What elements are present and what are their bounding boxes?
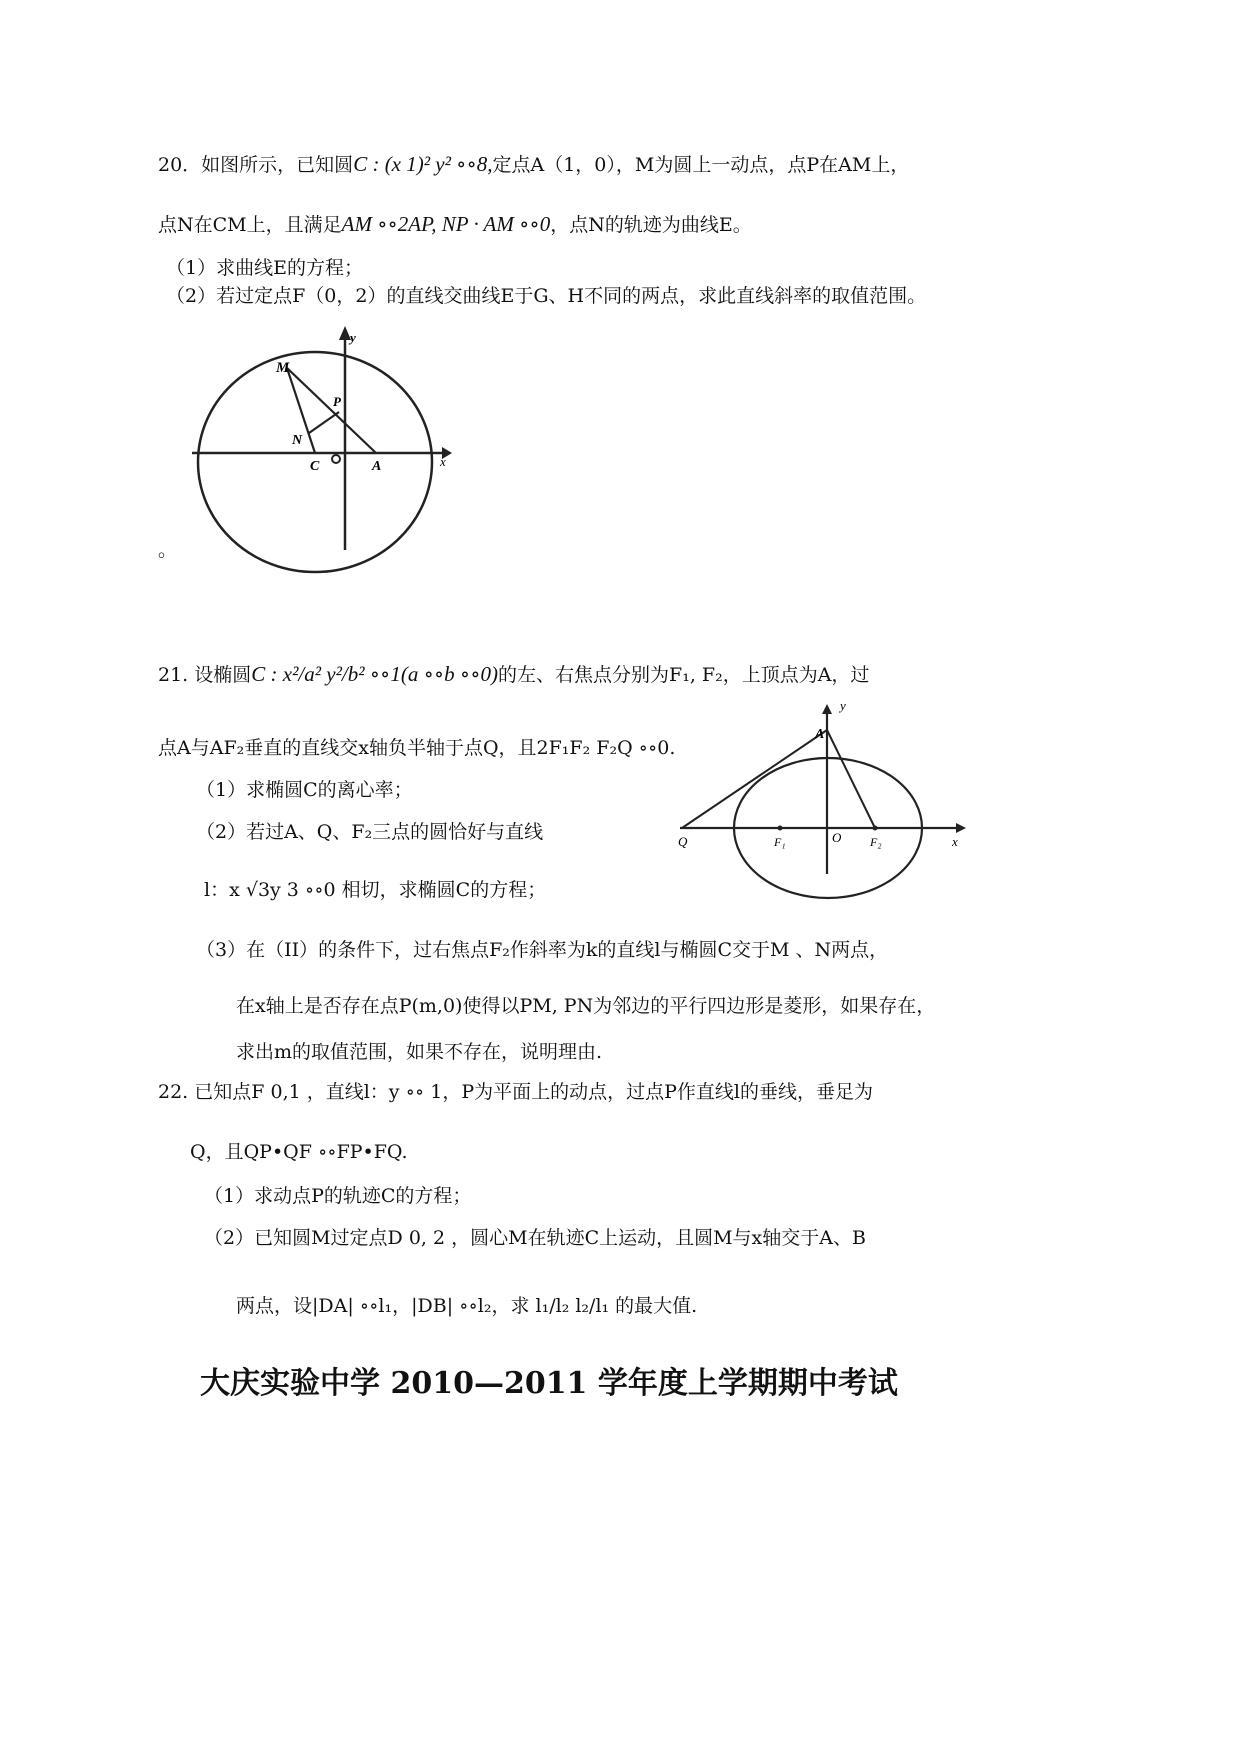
q21-line2: 点A与AF₂垂直的直线交x轴负半轴于点Q，且2F₁F₂ F₂Q ∘∘0. <box>158 737 676 759</box>
q22-part1: （1）求动点P的轨迹C的方程； <box>204 1185 472 1207</box>
q20-part1: （1）求曲线E的方程； <box>166 257 363 279</box>
q21-x-arrow <box>956 823 966 833</box>
q21-line1 <box>158 662 869 687</box>
q20-after-figure: 。 <box>158 539 178 561</box>
q21-label-O: O <box>832 830 842 845</box>
q21-label-y: y <box>840 698 846 713</box>
q21-figure <box>672 698 972 898</box>
q21-label-F2: F₂ <box>870 835 882 849</box>
q20-line2-lead: 点N在CM上，且满足 <box>158 214 342 236</box>
q21-segment-QA <box>682 730 827 828</box>
q21-part1: （1）求椭圆C的离心率； <box>196 779 413 801</box>
q22-part2-line: 两点，设|DA| ∘∘l₁，|DB| ∘∘l₂，求 l₁/l₂ l₂/l₁ 的最大值. <box>236 1295 698 1317</box>
q21-part3-line2: 在x轴上是否存在点P(m,0)使得以PM, PN为邻边的平行四边形是菱形，如果存在， <box>236 995 936 1017</box>
q20-segment-NP <box>309 412 339 433</box>
q20-figure <box>190 320 490 560</box>
q20-label-M: M <box>276 360 290 376</box>
q20-vector-condition: AM ∘∘2AP, NP · AM ∘∘0 <box>341 212 551 236</box>
q20-origin-dot <box>332 455 340 463</box>
q20-label-P: P <box>333 394 341 409</box>
q20-part2: （2）若过定点F（0，2）的直线交曲线E于G、H不同的两点，求此直线斜率的取值范围。 <box>166 285 927 307</box>
q21-label-F1: F₁ <box>774 835 786 849</box>
q22-line1: 22. 已知点F 0,1 ，直线l：y ∘∘ 1，P为平面上的动点，过点P作直线l的垂线，垂足为 <box>158 1081 873 1103</box>
q20-label-y: y <box>350 330 356 345</box>
q20-circle-equation: C : (x 1)² y² ∘∘8, <box>353 152 493 176</box>
exam-title: 大庆实验中学 2010—2011 学年度上学期期中考试 <box>200 1366 898 1401</box>
q20-line2 <box>158 212 752 237</box>
q21-part2-line: l：x √3y 3 ∘∘0 相切，求椭圆C的方程； <box>204 879 547 901</box>
q20-label-A: A <box>372 459 382 474</box>
q20-line1-lead: 20．如图所示，已知圆 <box>158 154 354 176</box>
q21-part3-line3: 求出m的取值范围，如果不存在，说明理由. <box>236 1041 603 1063</box>
q20-label-N: N <box>292 433 303 448</box>
q21-focus-F1-dot <box>778 826 783 831</box>
q21-label-Q: Q <box>678 834 688 849</box>
q21-line1-lead: 21. 设椭圆 <box>158 664 252 686</box>
q21-segment-AF2 <box>827 730 875 828</box>
q20-line2-tail: ，点N的轨迹为曲线E。 <box>550 214 752 236</box>
q21-focus-F2-dot <box>873 826 878 831</box>
q22-line2: Q，且QP•QF ∘∘FP•FQ. <box>190 1141 408 1163</box>
q20-label-x: x <box>440 454 446 469</box>
q21-line1-tail: 的左、右焦点分别为F₁, F₂，上顶点为A，过 <box>498 664 870 686</box>
q20-label-C: C <box>310 459 320 474</box>
q21-part2: （2）若过A、Q、F₂三点的圆恰好与直线 <box>196 821 544 843</box>
q21-ellipse-equation: C : x²/a² y²/b² ∘∘1(a ∘∘b ∘∘0) <box>251 662 499 686</box>
q21-part3: （3）在（II）的条件下，过右焦点F₂作斜率为k的直线l与椭圆C交于M 、N两点， <box>196 939 889 961</box>
q21-label-A: A <box>815 727 825 742</box>
q21-label-x: x <box>952 834 958 849</box>
q22-part2: （2）已知圆M过定点D 0, 2 ，圆心M在轨迹C上运动，且圆M与x轴交于A、B <box>204 1227 866 1249</box>
q20-line1 <box>158 152 909 177</box>
q21-y-arrow <box>822 704 832 714</box>
q20-line1-tail: 定点A（1，0），M为圆上一动点，点P在AM上， <box>492 154 910 176</box>
